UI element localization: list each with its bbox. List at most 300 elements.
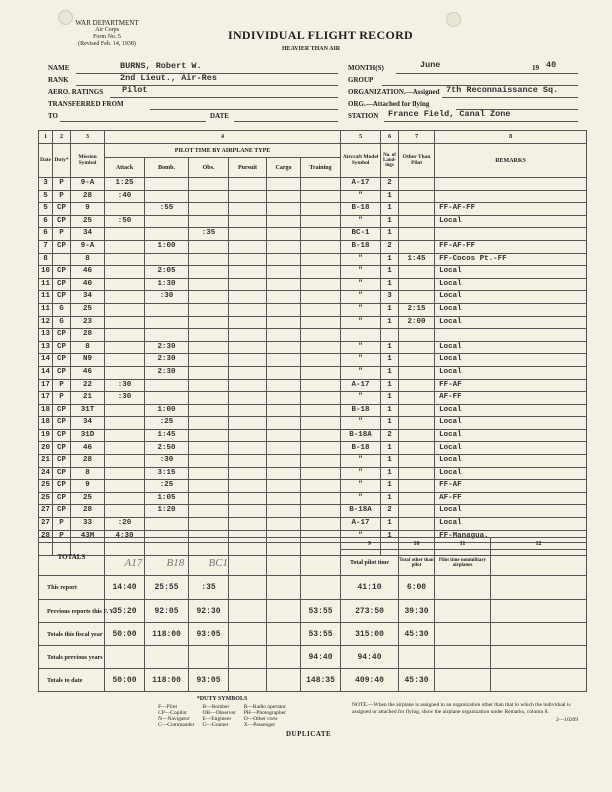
totals-blank	[491, 623, 587, 646]
totals-nonmil	[435, 600, 491, 623]
entry-duty: P	[53, 518, 71, 531]
entry-obs	[189, 404, 229, 417]
orgatt-label: ORG.—Attached for flying	[348, 100, 430, 108]
form-no: Form No. 5	[93, 34, 121, 40]
totals-attack	[105, 646, 145, 669]
entry-training	[301, 392, 341, 405]
aero-value: Pilot	[122, 85, 148, 95]
entry-remarks: FF-AF-FF	[435, 203, 587, 216]
entry-training	[301, 215, 341, 228]
totals-pursuit	[229, 646, 267, 669]
entry-attack: :40	[105, 190, 145, 203]
entry-pursuit	[229, 518, 267, 531]
entry-obs	[189, 240, 229, 253]
entry-duty: CP	[53, 429, 71, 442]
entry-pursuit	[229, 354, 267, 367]
entry-other	[399, 379, 435, 392]
totals-nonmil	[435, 646, 491, 669]
entry-pursuit	[229, 278, 267, 291]
bomb-header: Bomb.	[145, 158, 189, 178]
entry-attack	[105, 291, 145, 304]
entry-date: 5	[39, 190, 53, 203]
entry-landings: 1	[381, 518, 399, 531]
rule	[150, 109, 338, 110]
totals-attack: 14:40	[105, 576, 145, 600]
entry-duty: CP	[53, 480, 71, 493]
entry-bomb	[145, 518, 189, 531]
entry-duty: CP	[53, 341, 71, 354]
entry-pursuit	[229, 178, 267, 191]
entry-training	[301, 203, 341, 216]
entry-landings: 1	[381, 278, 399, 291]
entry-landings: 1	[381, 228, 399, 241]
totals-pursuit	[229, 576, 267, 600]
year-value: 40	[546, 60, 557, 70]
totals-blank	[491, 576, 587, 600]
totals-blank	[491, 600, 587, 623]
entry-obs	[189, 379, 229, 392]
entry-other	[399, 505, 435, 518]
entry-date: 14	[39, 354, 53, 367]
entry-cargo	[267, 341, 301, 354]
entry-attack	[105, 278, 145, 291]
totals-bomb: 92:05	[145, 600, 189, 623]
entry-other: 2:15	[399, 303, 435, 316]
entry-other	[399, 190, 435, 203]
entry-duty: CP	[53, 278, 71, 291]
rule	[76, 85, 338, 86]
entry-obs	[189, 455, 229, 468]
entry-pursuit	[229, 492, 267, 505]
totals-bomb: 118:00	[145, 669, 189, 692]
entry-cargo	[267, 303, 301, 316]
duty-item: CP—Copilot	[158, 710, 187, 716]
entry-aircraft: B-18A	[341, 505, 381, 518]
entry-pursuit	[229, 190, 267, 203]
table-row	[39, 417, 587, 430]
hand-note	[145, 538, 189, 576]
entry-training	[301, 467, 341, 480]
entry-cargo	[267, 178, 301, 191]
entry-pursuit	[229, 505, 267, 518]
station-value: France Field, Canal Zone	[388, 109, 511, 119]
entry-landings: 2	[381, 429, 399, 442]
duty-symbols	[122, 696, 322, 728]
entry-cargo	[267, 404, 301, 417]
entry-obs	[189, 392, 229, 405]
table-row	[39, 190, 587, 203]
colnum: 8	[435, 131, 587, 144]
entry-obs	[189, 316, 229, 329]
entry-mission: 23	[71, 316, 105, 329]
entry-bomb: 1:05	[145, 492, 189, 505]
entry-date: 24	[39, 467, 53, 480]
entry-other	[399, 215, 435, 228]
entry-landings: 1	[381, 530, 399, 543]
table-row	[39, 392, 587, 405]
table-row	[39, 266, 587, 279]
entry-landings	[381, 329, 399, 342]
entry-pursuit	[229, 228, 267, 241]
entry-pursuit	[229, 429, 267, 442]
entry-date: 18	[39, 417, 53, 430]
entry-pursuit	[229, 203, 267, 216]
hand-note	[189, 538, 229, 576]
entry-date: 12	[39, 316, 53, 329]
duty-item: X—Passenger	[243, 722, 276, 728]
entry-pursuit	[229, 341, 267, 354]
entry-remarks: Local	[435, 467, 587, 480]
entry-aircraft: "	[341, 215, 381, 228]
table-row	[39, 480, 587, 493]
totals-attack: 35:20	[105, 600, 145, 623]
table-row	[39, 240, 587, 253]
entry-remarks: Local	[435, 518, 587, 531]
table-row	[39, 303, 587, 316]
entry-mission: 8	[71, 341, 105, 354]
entry-attack	[105, 455, 145, 468]
entry-bomb: :30	[145, 455, 189, 468]
entry-aircraft: "	[341, 278, 381, 291]
entry-mission: 28	[71, 329, 105, 342]
entry-attack	[105, 341, 145, 354]
year-prefix: 19	[532, 64, 539, 72]
entry-landings: 1	[381, 492, 399, 505]
entry-bomb	[145, 392, 189, 405]
note	[352, 702, 578, 724]
entry-attack	[105, 429, 145, 442]
entry-other	[399, 354, 435, 367]
totals-other: 39:30	[399, 600, 435, 623]
entry-mission: 31D	[71, 429, 105, 442]
entry-duty: P	[53, 392, 71, 405]
entry-cargo	[267, 228, 301, 241]
entry-remarks: Local	[435, 278, 587, 291]
entry-attack	[105, 467, 145, 480]
entry-landings: 1	[381, 253, 399, 266]
table-row	[39, 366, 587, 379]
table-row	[39, 379, 587, 392]
totals-obs: 93:05	[189, 623, 229, 646]
entry-bomb	[145, 253, 189, 266]
entry-landings: 1	[381, 379, 399, 392]
entry-aircraft: "	[341, 316, 381, 329]
entry-training	[301, 417, 341, 430]
entry-date: 3	[39, 178, 53, 191]
aircraft-header: Aircraft Model Symbol	[341, 144, 381, 178]
entry-aircraft: B-18	[341, 442, 381, 455]
entry-date: 17	[39, 379, 53, 392]
entry-landings: 1	[381, 467, 399, 480]
entry-obs	[189, 291, 229, 304]
entry-attack: :20	[105, 518, 145, 531]
entry-attack	[105, 240, 145, 253]
totals-other: 6:00	[399, 576, 435, 600]
entry-duty: CP	[53, 203, 71, 216]
entry-mission: 8	[71, 253, 105, 266]
form-code: 2—10209	[556, 717, 578, 723]
table-row	[39, 291, 587, 304]
entry-aircraft	[341, 329, 381, 342]
entry-obs	[189, 341, 229, 354]
entry-attack	[105, 253, 145, 266]
entry-remarks: FF-AF	[435, 480, 587, 493]
entry-mission: 46	[71, 366, 105, 379]
entry-bomb: 1:00	[145, 240, 189, 253]
entry-cargo	[267, 240, 301, 253]
table-row	[39, 518, 587, 531]
duty-item: PH—Photographer	[243, 710, 286, 716]
entry-remarks: AF-FF	[435, 392, 587, 405]
entry-landings: 1	[381, 266, 399, 279]
entry-remarks: Local	[435, 215, 587, 228]
entry-duty: CP	[53, 455, 71, 468]
entry-cargo	[267, 505, 301, 518]
form-header	[52, 20, 162, 48]
entry-mission: 9	[71, 203, 105, 216]
duty-item: G—Gunner	[202, 722, 229, 728]
duty-item: B—Bomber	[202, 704, 230, 710]
entry-obs	[189, 215, 229, 228]
table-row	[39, 278, 587, 291]
totals-cargo	[267, 623, 301, 646]
obs-header: Obs.	[189, 158, 229, 178]
entry-landings: 1	[381, 455, 399, 468]
entry-duty: P	[53, 178, 71, 191]
totals-table	[38, 537, 587, 692]
entry-training	[301, 455, 341, 468]
entry-remarks: Local	[435, 354, 587, 367]
entry-aircraft: B-18A	[341, 429, 381, 442]
entry-training	[301, 253, 341, 266]
entry-training	[301, 366, 341, 379]
entry-obs	[189, 417, 229, 430]
entry-training	[301, 303, 341, 316]
entry-training	[301, 291, 341, 304]
mission-header: Mission Symbol	[71, 144, 105, 178]
totals-row	[39, 646, 587, 669]
entry-obs	[189, 253, 229, 266]
colnum: 12	[491, 538, 587, 550]
totals-obs	[189, 646, 229, 669]
entry-remarks: FF-Cocos Pt.-FF	[435, 253, 587, 266]
month-value: June	[420, 60, 441, 70]
entry-date: 27	[39, 505, 53, 518]
table-row	[39, 404, 587, 417]
entry-cargo	[267, 429, 301, 442]
entry-other	[399, 203, 435, 216]
duty-header: Duty*	[53, 144, 71, 178]
totals-total: 409:40	[341, 669, 399, 692]
note-text: NOTE.—When the airplane is assigned to an organization other than that to which the individual is assigned or attached for flying, show the airplane organization under Remarks, column 8.	[352, 702, 571, 715]
flight-log-table	[38, 130, 587, 556]
entry-attack	[105, 228, 145, 241]
entry-training	[301, 429, 341, 442]
entry-attack	[105, 492, 145, 505]
entry-remarks: Local	[435, 505, 587, 518]
rule	[442, 97, 578, 98]
entry-mission: 9	[71, 480, 105, 493]
totals-cargo	[267, 600, 301, 623]
entry-landings: 1	[381, 316, 399, 329]
totals-bomb: 118:00	[145, 623, 189, 646]
entry-attack	[105, 266, 145, 279]
entry-training	[301, 240, 341, 253]
entry-date: 6	[39, 228, 53, 241]
entry-landings: 1	[381, 303, 399, 316]
entry-mission: 34	[71, 291, 105, 304]
entry-aircraft: B-18	[341, 240, 381, 253]
table-row	[39, 228, 587, 241]
table-row	[39, 253, 587, 266]
entry-date: 8	[39, 253, 53, 266]
entry-training	[301, 442, 341, 455]
totals-attack: 50:00	[105, 669, 145, 692]
entry-mission: 25	[71, 215, 105, 228]
entry-mission: 31T	[71, 404, 105, 417]
entry-other	[399, 240, 435, 253]
entry-date: 11	[39, 278, 53, 291]
entry-pursuit	[229, 316, 267, 329]
entry-attack	[105, 329, 145, 342]
entry-duty: P	[53, 190, 71, 203]
entry-remarks	[435, 190, 587, 203]
totals-label: Totals to date	[39, 669, 105, 692]
entry-date: 10	[39, 266, 53, 279]
entry-attack	[105, 505, 145, 518]
duty-col-1	[158, 704, 194, 728]
entry-mission: 46	[71, 442, 105, 455]
table-row	[39, 341, 587, 354]
entry-date: 21	[39, 455, 53, 468]
table-row	[39, 354, 587, 367]
entry-attack: :30	[105, 392, 145, 405]
duty-item: E—Engineer	[202, 716, 232, 722]
entry-cargo	[267, 316, 301, 329]
entry-bomb	[145, 228, 189, 241]
station-label: STATION	[348, 112, 379, 120]
totals-obs: :35	[189, 576, 229, 600]
entry-cargo	[267, 329, 301, 342]
entry-aircraft: "	[341, 341, 381, 354]
table-row	[39, 215, 587, 228]
entry-training	[301, 379, 341, 392]
entry-remarks: FF-AF	[435, 379, 587, 392]
entry-landings: 1	[381, 366, 399, 379]
remarks-header: REMARKS	[435, 144, 587, 178]
entry-bomb: 1:30	[145, 278, 189, 291]
entry-attack	[105, 316, 145, 329]
entry-bomb	[145, 215, 189, 228]
entry-aircraft: A-17	[341, 379, 381, 392]
entry-aircraft: B-18	[341, 203, 381, 216]
entry-mission: 25	[71, 303, 105, 316]
entry-landings: 1	[381, 341, 399, 354]
entry-aircraft: "	[341, 354, 381, 367]
entry-bomb: :25	[145, 480, 189, 493]
entry-training	[301, 354, 341, 367]
entry-pursuit	[229, 329, 267, 342]
entry-other	[399, 518, 435, 531]
entry-obs	[189, 480, 229, 493]
entry-cargo	[267, 266, 301, 279]
entry-bomb: :25	[145, 417, 189, 430]
entry-cargo	[267, 354, 301, 367]
entry-other	[399, 392, 435, 405]
entry-attack	[105, 480, 145, 493]
entry-landings: 1	[381, 404, 399, 417]
totals-rows	[39, 576, 587, 692]
entry-obs	[189, 492, 229, 505]
page-subtitle: HEAVIER THAN AIR	[282, 46, 341, 52]
entry-attack	[105, 354, 145, 367]
entry-other	[399, 178, 435, 191]
blank	[491, 550, 587, 576]
entry-date: 25	[39, 480, 53, 493]
entry-duty: CP	[53, 215, 71, 228]
entry-mission: 28	[71, 190, 105, 203]
entry-mission: 43M	[71, 530, 105, 543]
entry-mission: 33	[71, 518, 105, 531]
entry-other: 2:00	[399, 316, 435, 329]
entry-mission: 8	[71, 467, 105, 480]
entry-cargo	[267, 417, 301, 430]
entry-obs	[189, 190, 229, 203]
entry-landings: 1	[381, 190, 399, 203]
entry-other	[399, 467, 435, 480]
colnum: 7	[399, 131, 435, 144]
entry-duty: CP	[53, 266, 71, 279]
name-label: NAME	[48, 64, 70, 72]
entry-pursuit	[229, 266, 267, 279]
entry-bomb: 3:15	[145, 467, 189, 480]
totals-cargo	[267, 646, 301, 669]
entry-cargo	[267, 518, 301, 531]
duty-item: F—Pilot	[158, 704, 178, 710]
entry-pursuit	[229, 240, 267, 253]
duty-col-2	[202, 704, 235, 728]
totals-label: This report	[39, 576, 105, 600]
landings-header: No. of Land-ings	[381, 144, 399, 178]
totals-total: 273:50	[341, 600, 399, 623]
entry-training	[301, 278, 341, 291]
cargo-header: Cargo	[267, 158, 301, 178]
entry-landings: 1	[381, 392, 399, 405]
revised-date: (Revised Feb. 14, 1938)	[78, 41, 136, 47]
entry-duty: CP	[53, 240, 71, 253]
entry-remarks: Local	[435, 417, 587, 430]
entry-attack	[105, 366, 145, 379]
entry-mission: 34	[71, 228, 105, 241]
group-label: GROUP	[348, 76, 374, 84]
entry-duty: G	[53, 303, 71, 316]
entry-landings: 2	[381, 178, 399, 191]
totals-label: Totals this fiscal year	[39, 623, 105, 646]
aero-label: AERO. RATINGS	[48, 88, 104, 96]
entry-pursuit	[229, 392, 267, 405]
entry-attack: 1:25	[105, 178, 145, 191]
entry-date: 6	[39, 215, 53, 228]
entry-aircraft: "	[341, 190, 381, 203]
colnum: 1	[39, 131, 53, 144]
entry-bomb: 2:30	[145, 341, 189, 354]
entry-cargo	[267, 366, 301, 379]
entry-pursuit	[229, 404, 267, 417]
entry-date: 14	[39, 366, 53, 379]
entry-pursuit	[229, 455, 267, 468]
entry-remarks: Local	[435, 429, 587, 442]
entry-other	[399, 455, 435, 468]
